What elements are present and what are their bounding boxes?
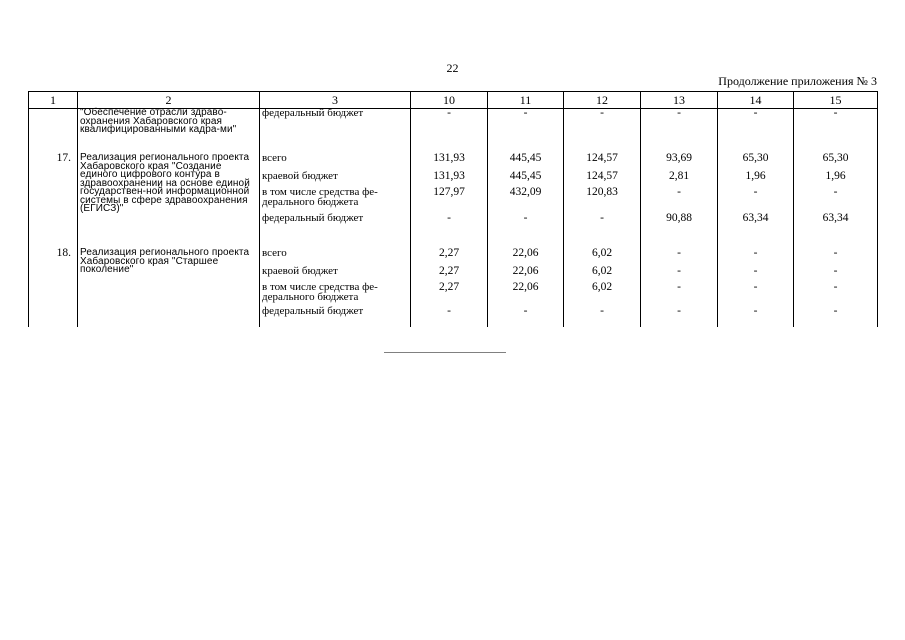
budget-table <box>28 91 878 327</box>
value-cell: - <box>641 244 718 267</box>
value-cell: 90,88 <box>641 214 718 244</box>
column-header: 15 <box>794 92 878 109</box>
funding-source: в том числе средства фе-дерального бюджета <box>260 283 411 307</box>
value-cell: 6,02 <box>564 283 641 307</box>
value-cell: 6,02 <box>564 267 641 283</box>
value-cell: - <box>564 214 641 244</box>
column-header: 11 <box>488 92 564 109</box>
value-cell: 2,27 <box>411 283 488 307</box>
value-cell: 63,34 <box>794 214 878 244</box>
table-header-row <box>29 92 878 109</box>
value-cell: 6,02 <box>564 244 641 267</box>
value-cell: 65,30 <box>718 149 794 172</box>
column-header: 3 <box>260 92 411 109</box>
column-header: 12 <box>564 92 641 109</box>
budget-table-container <box>28 91 877 327</box>
value-cell: 2,27 <box>411 267 488 283</box>
value-cell: - <box>718 188 794 214</box>
value-cell: - <box>794 244 878 267</box>
value-cell: - <box>488 214 564 244</box>
value-cell: 2,81 <box>641 172 718 188</box>
value-cell: 445,45 <box>488 172 564 188</box>
value-cell: 432,09 <box>488 188 564 214</box>
value-cell: 22,06 <box>488 283 564 307</box>
value-cell: - <box>411 109 488 150</box>
table-row <box>29 109 878 150</box>
funding-source: краевой бюджет <box>260 267 411 283</box>
value-cell: - <box>641 307 718 327</box>
row-number: 18. <box>29 244 78 327</box>
value-cell: - <box>718 109 794 150</box>
project-name: Реализация регионального проекта Хабаровского края "Старшее поколение" <box>78 244 260 327</box>
funding-source: федеральный бюджет <box>260 214 411 244</box>
column-header: 10 <box>411 92 488 109</box>
value-cell: - <box>641 283 718 307</box>
value-cell: - <box>411 307 488 327</box>
value-cell: 127,97 <box>411 188 488 214</box>
value-cell: - <box>718 244 794 267</box>
column-header: 1 <box>29 92 78 109</box>
value-cell: - <box>488 307 564 327</box>
table-row <box>29 244 878 267</box>
value-cell: 1,96 <box>718 172 794 188</box>
value-cell: 1,96 <box>794 172 878 188</box>
value-cell: 120,83 <box>564 188 641 214</box>
value-cell: - <box>641 267 718 283</box>
value-cell: 63,34 <box>718 214 794 244</box>
value-cell: - <box>641 188 718 214</box>
value-cell: - <box>411 214 488 244</box>
column-header: 14 <box>718 92 794 109</box>
value-cell: - <box>794 188 878 214</box>
project-name: Реализация регионального проекта Хабаровского края "Создание единого цифрового контура в здравоохранении на основе единой государствен-ной информационной системы в сфере здравоохранения (ЕГИСЗ)" <box>78 149 260 244</box>
funding-source: всего <box>260 149 411 172</box>
funding-source: в том числе средства фе-дерального бюджета <box>260 188 411 214</box>
value-cell: - <box>794 307 878 327</box>
value-cell: - <box>641 109 718 150</box>
funding-source: федеральный бюджет <box>260 109 411 150</box>
table-body <box>29 109 878 328</box>
value-cell: - <box>718 307 794 327</box>
value-cell: 131,93 <box>411 149 488 172</box>
table-row <box>29 149 878 172</box>
column-header: 13 <box>641 92 718 109</box>
value-cell: 22,06 <box>488 244 564 267</box>
continuation-label: Продолжение приложения № 3 <box>718 74 877 88</box>
value-cell: 93,69 <box>641 149 718 172</box>
funding-source: краевой бюджет <box>260 172 411 188</box>
value-cell: 124,57 <box>564 172 641 188</box>
funding-source: всего <box>260 244 411 267</box>
value-cell: 124,57 <box>564 149 641 172</box>
value-cell: - <box>794 283 878 307</box>
value-cell: 65,30 <box>794 149 878 172</box>
column-header: 2 <box>78 92 260 109</box>
value-cell: 2,27 <box>411 244 488 267</box>
value-cell: 22,06 <box>488 267 564 283</box>
value-cell: - <box>718 283 794 307</box>
value-cell: - <box>488 109 564 150</box>
row-number <box>29 109 78 150</box>
value-cell: - <box>794 109 878 150</box>
page-number: 22 <box>446 61 459 75</box>
value-cell: 131,93 <box>411 172 488 188</box>
project-name: "Обеспечение отрасли здраво-охранения Хабаровского края квалифицированными кадра-ми" <box>78 109 260 150</box>
value-cell: 445,45 <box>488 149 564 172</box>
value-cell: - <box>794 267 878 283</box>
funding-source: федеральный бюджет <box>260 307 411 327</box>
end-divider-line <box>384 352 506 353</box>
row-number: 17. <box>29 149 78 244</box>
value-cell: - <box>564 109 641 150</box>
value-cell: - <box>718 267 794 283</box>
value-cell: - <box>564 307 641 327</box>
